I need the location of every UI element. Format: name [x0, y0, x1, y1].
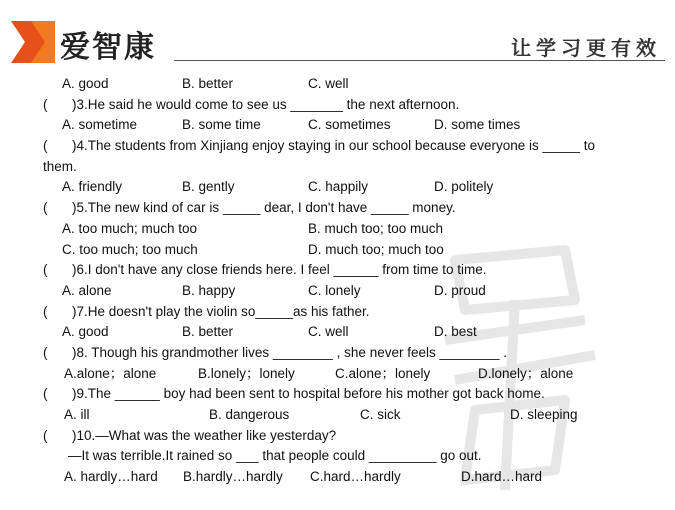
option-choice: D.hard…hard — [461, 469, 543, 485]
question-line — [0, 426, 675, 447]
question-text: )4.The students from Xinjiang enjoy staying in our school because everyone is _____ to — [72, 138, 596, 154]
option-choice: A. hardly…hard — [64, 469, 158, 485]
answer-paren: ( — [43, 262, 48, 278]
option-choice: B.lonely；lonely — [198, 365, 295, 381]
option-choice: D. much too; much too — [308, 241, 444, 257]
option-choice: C. sometimes — [308, 117, 391, 133]
question-text: )3.He said he would come to see us _______ the next afternoon. — [72, 96, 460, 112]
option-choice: C. well — [308, 324, 349, 340]
brand-slogan: 让学习更有效 — [511, 36, 661, 60]
brand-name: 爱智康 — [60, 30, 156, 65]
question-text: )10.—What was the weather like yesterday? — [72, 427, 337, 443]
option-choice: C. sick — [360, 407, 401, 422]
option-choice: B. better — [182, 324, 234, 340]
option-choice: A. friendly — [62, 179, 123, 195]
option-choice: A.alone；alone — [64, 365, 157, 381]
option-choice: A. sometime — [62, 117, 138, 133]
options-line — [0, 74, 675, 95]
option-choice: B. much too; too much — [308, 220, 444, 236]
options-line — [0, 115, 675, 136]
question-line — [0, 95, 675, 116]
options-line — [0, 322, 675, 343]
question-continuation — [0, 157, 675, 178]
answer-paren: ( — [43, 303, 48, 319]
options-line — [0, 281, 675, 302]
option-choice: D. best — [434, 324, 477, 340]
question-line — [0, 198, 675, 219]
option-choice: D. sleeping — [510, 407, 578, 422]
question-line — [0, 260, 675, 281]
question-list — [0, 74, 675, 488]
question-text: )8. Though his grandmother lives ________ , she never feels ________ . — [72, 344, 508, 360]
option-choice: C. happily — [308, 179, 369, 195]
question-line — [0, 343, 675, 364]
question-text: )7.He doesn't play the violin so_____as his father. — [72, 303, 370, 319]
question-text: them. — [43, 158, 77, 174]
question-line — [0, 136, 675, 157]
option-choice: B. some time — [182, 117, 261, 133]
answer-paren: ( — [43, 200, 48, 216]
options-line — [0, 405, 675, 426]
options-line — [0, 177, 675, 198]
option-choice: D. some times — [434, 117, 521, 133]
option-choice: C. too much; too much — [62, 241, 198, 257]
options-line — [0, 240, 675, 261]
option-choice: D. politely — [434, 179, 494, 195]
option-choice: A. good — [62, 324, 109, 340]
option-choice: C.hard…hardly — [310, 469, 401, 485]
answer-paren: ( — [43, 344, 48, 360]
option-choice: B. gently — [182, 179, 235, 195]
option-choice: B. happy — [182, 282, 236, 298]
option-choice: B. dangerous — [209, 407, 290, 422]
options-line — [0, 364, 675, 385]
question-text: )6.I don't have any close friends here. I feel ______ from time to time. — [72, 262, 487, 278]
answer-paren: ( — [43, 427, 48, 443]
option-choice: B. better — [182, 76, 234, 91]
option-choice: —It was terrible.It rained so ___ that people could _________ go out. — [68, 448, 482, 464]
answer-paren: ( — [43, 96, 48, 112]
brand-logo-icon — [11, 21, 55, 63]
page-header — [0, 0, 675, 70]
option-choice: A. too much; much too — [62, 220, 198, 236]
question-text: )5.The new kind of car is _____ dear, I don't have _____ money. — [72, 200, 456, 216]
question-line — [0, 302, 675, 323]
option-choice: B.hardly…hardly — [183, 469, 283, 485]
option-choice: D. proud — [434, 282, 486, 298]
answer-paren: ( — [43, 138, 48, 154]
option-choice: A. good — [62, 76, 109, 91]
options-line — [0, 446, 675, 467]
option-choice: C. well — [308, 76, 349, 91]
header-divider — [174, 60, 665, 61]
option-choice: A. ill — [64, 407, 90, 422]
option-choice: D.lonely；alone — [478, 365, 574, 381]
options-line — [0, 467, 675, 488]
options-line — [0, 219, 675, 240]
option-choice: A. alone — [62, 282, 112, 298]
answer-paren: ( — [43, 386, 48, 402]
question-line — [0, 384, 675, 405]
option-choice: C.alone；lonely — [335, 365, 431, 381]
question-text: )9.The ______ boy had been sent to hospital before his mother got back home. — [72, 386, 545, 402]
option-choice: C. lonely — [308, 282, 361, 298]
